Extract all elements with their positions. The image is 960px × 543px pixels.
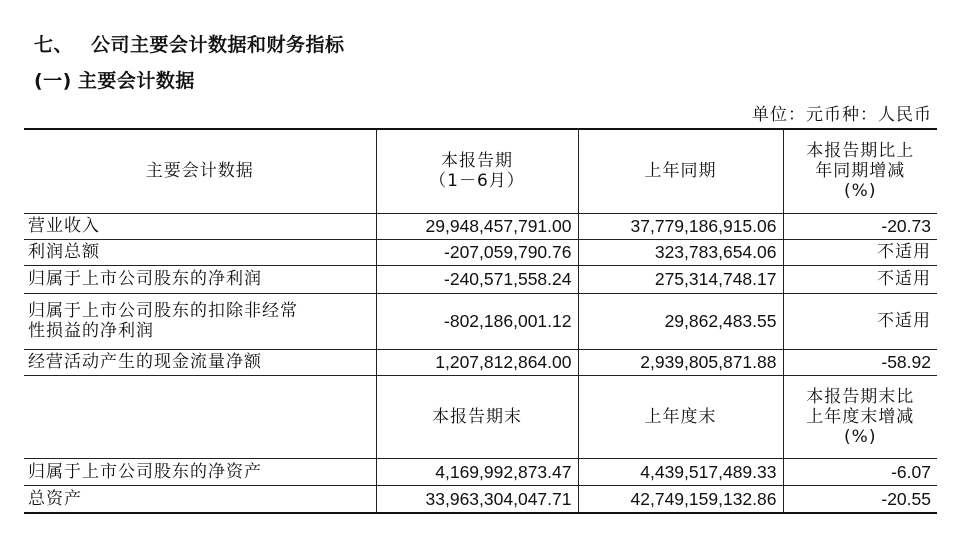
section-title: 公司主要会计数据和财务指标 [91,34,345,56]
row-label: 总资产 [24,485,376,513]
row-label: 经营活动产生的现金流量净额 [24,349,376,375]
subheader-change-line2: 上年度末增减 [806,406,915,427]
row-current-value: 4,169,992,873.47 [376,458,578,485]
subheader-change [783,375,937,458]
row-current-value: 29,948,457,791.00 [376,213,578,239]
table-header-row [24,129,937,213]
header-current-line2: （1－6月） [429,171,525,192]
row-current-value: -207,059,790.76 [376,239,578,265]
row-prior-value: 29,862,483.55 [578,293,783,349]
table-row [24,349,937,375]
subheader-prior-year-end: 上年度末 [578,375,783,458]
row-current-value: -802,186,001.12 [376,293,578,349]
table-row [24,239,937,265]
row-change-value: -6.07 [783,458,937,485]
table-row [24,293,937,349]
subsection-heading [34,66,195,93]
row-label-line2: 性损益的净利润 [28,321,154,341]
row-label: 归属于上市公司股东的净利润 [24,265,376,293]
subheader-change-line3: (%) [844,426,877,447]
subsection-title: 主要会计数据 [77,70,195,92]
row-label: 归属于上市公司股东的净资产 [24,458,376,485]
table-row [24,485,937,513]
row-label: 营业收入 [24,213,376,239]
header-label: 主要会计数据 [24,129,376,213]
header-change-line3: (%) [844,181,877,202]
header-change-line2: 年同期增减 [815,161,906,182]
row-prior-value: 2,939,805,871.88 [578,349,783,375]
row-current-value: -240,571,558.24 [376,265,578,293]
currency-unit-note: 单位：元币种：人民币 [752,105,932,125]
header-current-line1: 本报告期 [441,151,513,172]
subheader-blank-cell [24,375,376,458]
row-change-value: -20.55 [783,485,937,513]
header-change-line1: 本报告期比上 [806,141,915,162]
row-prior-value: 323,783,654.06 [578,239,783,265]
row-change-value: 不适用 [783,265,937,293]
row-prior-value: 275,314,748.17 [578,265,783,293]
subheader-change-line1: 本报告期末比 [806,386,915,407]
row-change-value: -58.92 [783,349,937,375]
row-change-value: 不适用 [783,239,937,265]
subsection-number: (一) [34,70,72,92]
row-label-line1: 归属于上市公司股东的扣除非经常 [28,301,298,321]
row-prior-value: 4,439,517,489.33 [578,458,783,485]
row-label [24,293,376,349]
section-number: 七、 [34,34,74,56]
row-current-value: 33,963,304,047.71 [376,485,578,513]
row-label: 利润总额 [24,239,376,265]
table-row [24,265,937,293]
section-heading [34,30,345,57]
table-subheader-row [24,375,937,458]
header-current-period [376,129,578,213]
header-prior-period: 上年同期 [578,129,783,213]
table-row [24,213,937,239]
row-change-value: 不适用 [783,293,937,349]
row-current-value: 1,207,812,864.00 [376,349,578,375]
row-prior-value: 37,779,186,915.06 [578,213,783,239]
row-change-value: -20.73 [783,213,937,239]
header-change [783,129,937,213]
row-prior-value: 42,749,159,132.86 [578,485,783,513]
table-row [24,458,937,485]
subheader-current-period-end: 本报告期末 [376,375,578,458]
key-accounting-data-table [24,128,937,514]
